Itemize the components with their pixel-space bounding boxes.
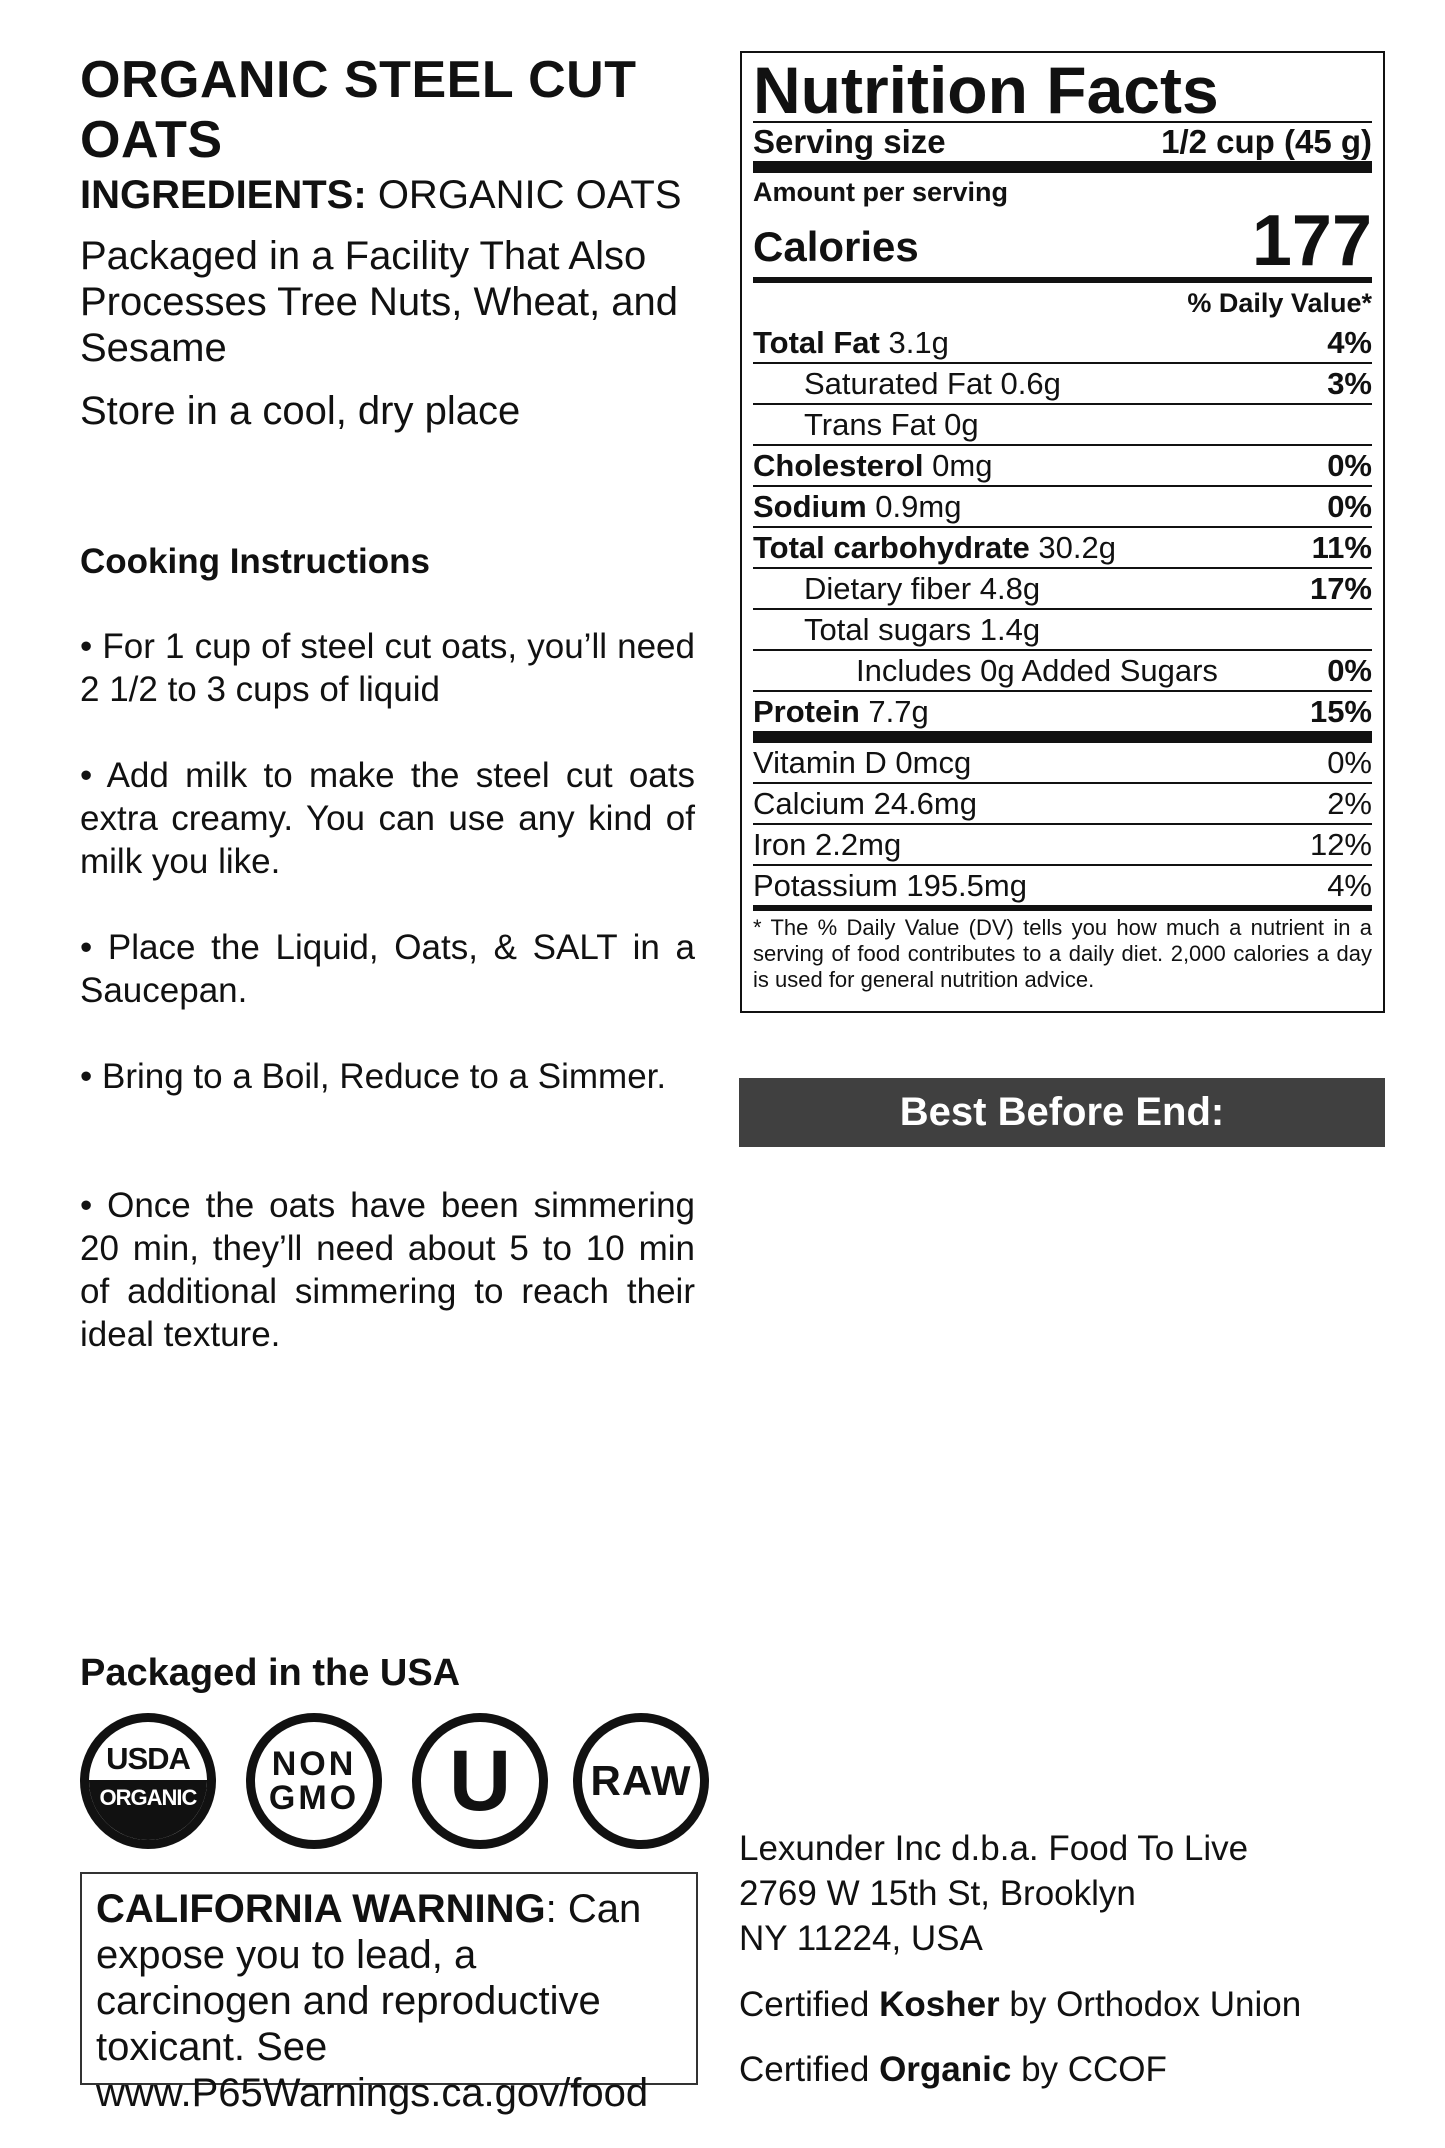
nutrient-name: Total sugars xyxy=(804,611,972,647)
serving-size-row xyxy=(753,123,1372,161)
raw-seal-text: RAW xyxy=(590,1757,692,1804)
ingredients-label: INGREDIENTS: xyxy=(80,173,367,217)
nutrient-name: Saturated Fat xyxy=(804,365,992,401)
vitamin-label: Calcium 24.6mg xyxy=(753,785,977,821)
nutrient-row-sodium xyxy=(753,485,1372,526)
ingredients-line xyxy=(80,170,682,220)
usda-seal-top-text: USDA xyxy=(106,1741,190,1776)
divider xyxy=(753,905,1372,911)
nutrient-dv: 3% xyxy=(1327,365,1372,401)
non-gmo-seal-line1: NON xyxy=(271,1745,357,1783)
nutrient-name: Total carbohydrate xyxy=(753,529,1030,565)
daily-value-header: % Daily Value* xyxy=(1187,288,1372,318)
nutrient-amount: 0g xyxy=(944,406,979,442)
cert-authority: by CCOF xyxy=(1021,2050,1167,2089)
nutrient-name: Protein xyxy=(753,693,860,729)
nutrient-name: Cholesterol xyxy=(753,447,924,483)
origin-statement: Packaged in the USA xyxy=(80,1652,461,1694)
vitamin-label: Iron 2.2mg xyxy=(753,826,902,862)
cooking-step-2: • Add milk to make the steel cut oats extra creamy. You can use any kind of milk you like. xyxy=(80,756,695,881)
nutrient-amount: 3.1g xyxy=(888,324,949,360)
non-gmo-seal-line2: GMO xyxy=(268,1779,360,1817)
address-line-3: NY 11224, USA xyxy=(739,1919,983,1958)
warning-text: : Can expose you to lead, a carcinogen and reproductive toxicant. See www.P65Warnings.ca.gov/food xyxy=(96,1887,649,2115)
nutrient-dv: 4% xyxy=(1327,324,1372,360)
kosher-seal-letter: U xyxy=(448,1733,512,1829)
calories-row xyxy=(753,201,1372,281)
nutrient-name: Includes 0g Added Sugars xyxy=(856,652,1218,688)
nutrient-row-total-carbohydrate xyxy=(753,526,1372,567)
raw-seal xyxy=(573,1713,709,1849)
nutrient-row-saturated-fat xyxy=(753,362,1372,403)
calories-value: 177 xyxy=(1251,201,1372,281)
vitamin-dv: 2% xyxy=(1327,785,1372,821)
vitamin-row-iron xyxy=(753,823,1372,864)
vitamin-row-calcium xyxy=(753,782,1372,823)
warning-title: CALIFORNIA WARNING xyxy=(96,1887,546,1931)
nutrient-amount: 4.8g xyxy=(979,570,1041,606)
nutrient-dv: 15% xyxy=(1309,693,1372,729)
nutrient-row-cholesterol xyxy=(753,444,1372,485)
address-line-1: Lexunder Inc d.b.a. Food To Live xyxy=(739,1829,1249,1868)
divider xyxy=(753,161,1372,173)
non-gmo-seal xyxy=(246,1713,382,1849)
cert-type: Kosher xyxy=(879,1985,1000,2024)
allergen-facility-note: Packaged in a Facility That Also Processes Tree Nuts, Wheat, and Sesame xyxy=(80,234,679,370)
nutrient-row-trans-fat xyxy=(753,403,1372,444)
daily-value-footnote: * The % Daily Value (DV) tells you how much a nutrient in a serving of food contributes to a daily diet. 2,000 calories a day is used for general nutrition advice. xyxy=(753,915,1372,992)
nutrient-amount: 30.2g xyxy=(1038,529,1116,565)
cooking-step-3: • Place the Liquid, Oats, & SALT in a Saucepan. xyxy=(80,928,695,1010)
nutrient-dv: 17% xyxy=(1309,570,1372,606)
nutrient-dv: 11% xyxy=(1311,529,1372,565)
nutrient-amount: 7.7g xyxy=(868,693,929,729)
best-before-banner: Best Before End: xyxy=(739,1078,1385,1147)
cert-prefix: Certified xyxy=(739,1985,870,2024)
vitamin-row-potassium xyxy=(753,864,1372,905)
address-line-2: 2769 W 15th St, Brooklyn xyxy=(739,1874,1136,1913)
nutrient-name: Total Fat xyxy=(753,324,880,360)
nutrient-name: Dietary fiber xyxy=(804,570,972,606)
usda-seal-bottom-text: ORGANIC xyxy=(99,1785,197,1810)
serving-size-value: 1/2 cup (45 g) xyxy=(1161,123,1372,160)
product-title: ORGANIC STEEL CUT OATS xyxy=(80,51,637,169)
vitamin-dv: 12% xyxy=(1309,826,1372,862)
storage-note: Store in a cool, dry place xyxy=(80,389,521,433)
cert-prefix: Certified xyxy=(739,2050,870,2089)
nutrient-row-total-fat xyxy=(753,323,1372,362)
vitamin-dv: 4% xyxy=(1327,867,1372,903)
cooking-step-4: • Bring to a Boil, Reduce to a Simmer. xyxy=(80,1057,667,1096)
nutrient-amount: 0.9mg xyxy=(875,488,962,524)
cooking-step-1: • For 1 cup of steel cut oats, you’ll need 2 1/2 to 3 cups of liquid xyxy=(80,627,695,709)
nutrient-dv: 0% xyxy=(1327,488,1372,524)
nutrient-row-added-sugars xyxy=(753,649,1372,690)
nutrient-row-protein xyxy=(753,690,1372,731)
nutrient-row-total-sugars xyxy=(753,608,1372,649)
kosher-seal xyxy=(412,1713,548,1849)
nutrition-facts-title: Nutrition Facts xyxy=(753,53,1219,127)
calories-label: Calories xyxy=(753,223,919,270)
nutrient-amount: 0.6g xyxy=(1000,365,1061,401)
usda-seal-bottom-band xyxy=(89,1780,207,1840)
serving-size-label: Serving size xyxy=(753,123,946,160)
organic-certification xyxy=(739,2048,1167,2092)
nutrient-name: Trans Fat xyxy=(804,406,936,442)
vitamin-label: Vitamin D 0mcg xyxy=(753,744,972,780)
nutrient-name: Sodium xyxy=(753,488,867,524)
california-warning-box xyxy=(80,1872,698,2115)
cert-type: Organic xyxy=(879,2050,1012,2089)
nutrient-amount: 0mg xyxy=(932,447,993,483)
cert-authority: by Orthodox Union xyxy=(1009,1985,1302,2024)
cooking-instructions-heading: Cooking Instructions xyxy=(80,542,430,581)
kosher-certification xyxy=(739,1983,1301,2027)
nutrient-dv: 0% xyxy=(1327,652,1372,688)
cooking-step-5: • Once the oats have been simmering 20 min, they’ll need about 5 to 10 min of additional simmering to reach their ideal texture. xyxy=(80,1186,695,1354)
nutrient-row-dietary-fiber xyxy=(753,567,1372,608)
nutrient-amount: 1.4g xyxy=(979,611,1041,647)
ingredients-value: ORGANIC OATS xyxy=(377,173,682,217)
amount-per-serving-label: Amount per serving xyxy=(753,177,1009,207)
vitamin-dv: 0% xyxy=(1327,744,1372,780)
manufacturer-address xyxy=(739,1826,1248,1961)
vitamin-label: Potassium 195.5mg xyxy=(753,867,1027,903)
nutrient-dv: 0% xyxy=(1327,447,1372,483)
divider xyxy=(753,731,1372,743)
usda-organic-seal xyxy=(80,1713,216,1849)
vitamin-row-vitamin-d xyxy=(753,743,1372,782)
nutrition-facts-panel xyxy=(740,51,1385,1013)
